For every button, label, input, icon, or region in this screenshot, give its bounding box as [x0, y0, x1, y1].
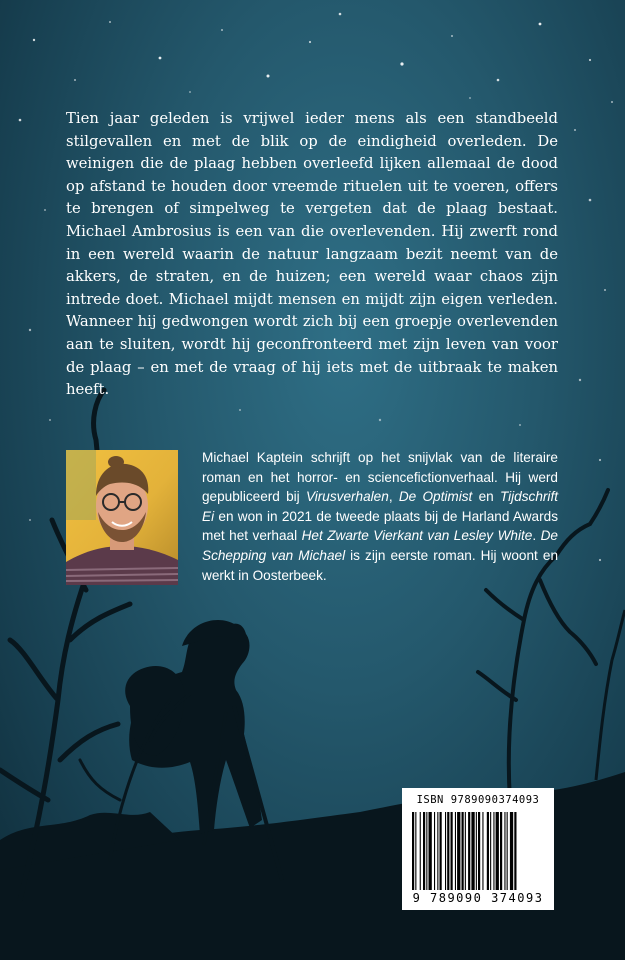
barcode-bar [451, 812, 453, 890]
bio-text: Michael Kaptein schrijft op het snijvlak van de literaire roman en het horror- en sciencefictionverhaal. Hij werd gepubliceerd bij [202, 450, 558, 505]
barcode-bar [415, 812, 416, 890]
bio-text: is zijn eerste roman. Hij woont en werkt in Oosterbeek. [202, 547, 558, 583]
barcode-bar [445, 812, 446, 890]
barcode-bar [478, 812, 480, 890]
bio-text: en [472, 489, 500, 505]
publication-title: Tijdschrift Ei [202, 489, 558, 524]
story-title: Het Zwarte Vierkant van Lesley White [301, 528, 533, 544]
barcode-bar [507, 812, 508, 890]
bio-text: en won in 2021 de tweede plaats bij de Harland Awards met het verhaal [202, 508, 558, 544]
bio-text: . [532, 528, 541, 544]
publication-title: De Optimist [398, 489, 473, 505]
barcode-bar [462, 812, 464, 890]
barcode-bar [447, 812, 449, 890]
barcode-bar [510, 812, 513, 890]
barcode-bar [423, 812, 425, 890]
barcode-bar [500, 812, 502, 890]
isbn-barcode [402, 788, 554, 910]
barcode-bar [440, 812, 442, 890]
barcode-bar [514, 812, 516, 890]
barcode-bar [468, 812, 470, 890]
barcode-bar [471, 812, 474, 890]
publication-title: Virusverhalen [305, 489, 389, 505]
barcode-bar [476, 812, 477, 890]
barcode-bar [434, 812, 435, 890]
barcode-bar [457, 812, 460, 890]
bio-text: , [388, 489, 399, 505]
barcode-bar [437, 812, 438, 890]
author-photo [66, 450, 178, 585]
barcode-bar [420, 812, 421, 890]
barcode-bars [410, 812, 546, 892]
barcode-bar [493, 812, 494, 890]
barcode-bar [490, 812, 491, 890]
barcode-bar [426, 812, 427, 890]
barcode-bar [455, 812, 456, 890]
novel-title: De Schepping van Michael [202, 528, 558, 563]
barcode-bar [482, 812, 483, 890]
barcode-bar [487, 812, 489, 890]
barcode-bar [412, 812, 414, 890]
barcode-digits: 9 789090 374093 [412, 891, 544, 905]
barcode-bar [429, 812, 432, 890]
isbn-label: ISBN 9789090374093 [416, 794, 540, 806]
barcode-bar [496, 812, 499, 890]
back-cover-blurb: Tien jaar geleden is vrijwel ieder mens als een standbeeld stilgevallen en met de blik op de eindigheid overleden. De weinigen die de plaag hebben overleefd lijken allemaal de dood op afstand te houden door vreemde rituelen uit te voeren, offers te brengen of simpelweg te vergeten dat de plaag bestaat. Michael Ambrosius is een van die overlevenden. Hij zwerft rond in een wereld waarin de natuur langzaam bezit neemt van de akkers, de straten, en de huizen; een wereld waar chaos zijn intrede doet. Michael mijdt mensen en mijdt zijn eigen verleden. Wanneer hij gedwongen wordt zich bij een groepje overlevenden aan te sluiten, wordt hij geconfronteerd met zijn leven van voor de plaag – en met de vraag of hij iets met de uitbraak te maken heeft. [66, 110, 558, 399]
author-bio [202, 448, 558, 585]
barcode-bar [504, 812, 505, 890]
barcode-bar [465, 812, 466, 890]
